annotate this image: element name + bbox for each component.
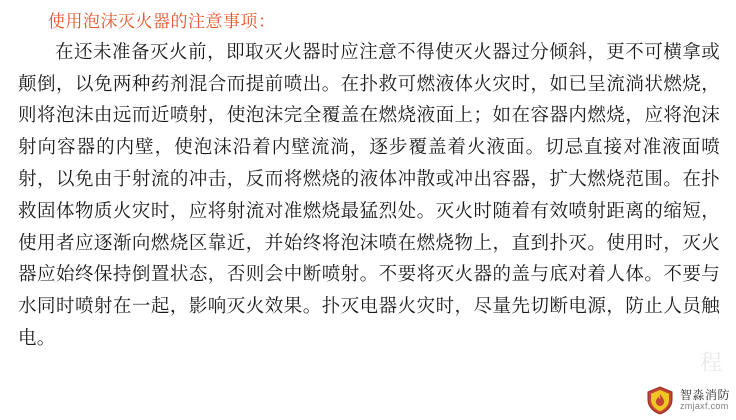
watermark-text: [680, 389, 730, 411]
watermark: [645, 385, 730, 415]
page-title: 使用泡沫灭火器的注意事项：: [48, 12, 276, 31]
shield-flame-logo-icon: [645, 385, 675, 415]
watermark-subtitle: zmjaxf.com: [679, 400, 729, 411]
document-body: [0, 38, 736, 356]
watermark-title: 智淼消防: [679, 387, 730, 402]
body-paragraph: 在还未准备灭火前，即取灭火器时应注意不得使灭火器过分倾斜，更不可横拿或颠倒，以免两种药剂混合而提前喷出。在扑救可燃液体火灾时，如已呈流淌状燃烧，则将泡沫由远而近喷射，使泡沫完全覆盖在燃烧液面上；如在容器内燃烧，应将泡沫射向容器的内壁，使泡沫沿着内壁流淌，逐步覆盖着火液面。切忌直接对准液面喷射，以免由于射流的冲击，反而将燃烧的液体冲散或冲出容器，扩大燃烧范围。在扑救固体物质火灾时，应将射流对准燃烧最猛烈处。灭火时随着有效喷射距离的缩短，使用者应逐渐向燃烧区靠近，并始终将泡沫喷在燃烧物上，直到扑灭。使用时，灭火器应始终保持倒置状态，否则会中断喷射。不要将灭火器的盖与底对着人体。不要与水同时喷射在一起，影响灭火效果。扑灭电器火灾时，尽量先切断电源，防止人员触电。: [18, 42, 720, 350]
background-faint-character: 程: [699, 350, 722, 375]
